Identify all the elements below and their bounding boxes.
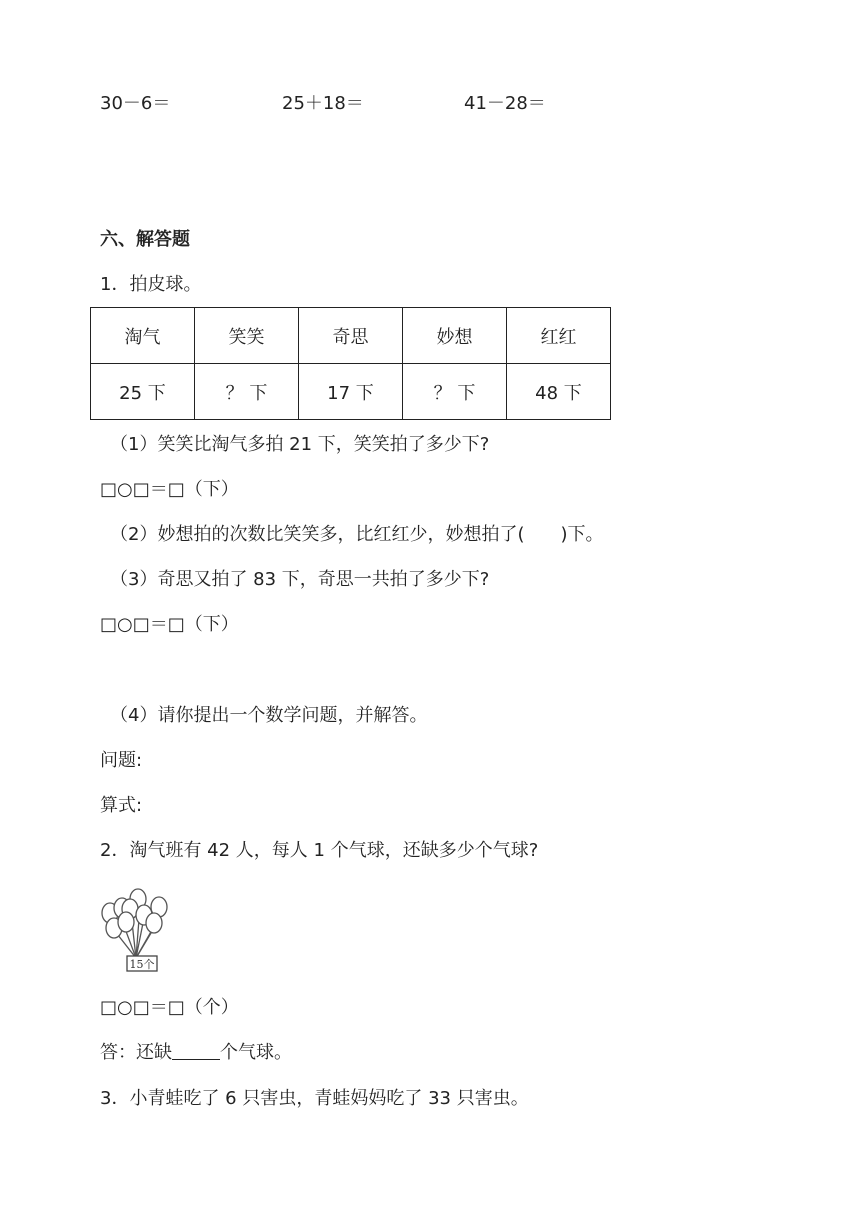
equation-1: 30－6＝ (100, 93, 171, 114)
question-2-title: 2．淘气班有 42 人，每人 1 个气球，还缺多少个气球? (100, 840, 539, 861)
table-cell: 48 下 (507, 364, 611, 420)
table-cell: 红红 (507, 308, 611, 364)
table-cell: ？ 下 (195, 364, 299, 420)
question-label: 问题: (100, 750, 143, 771)
table-header-row (91, 308, 611, 364)
balloons-image (100, 886, 172, 974)
formula-2: □○□＝□（下） (100, 614, 239, 635)
balloon-count-label: 15个 (129, 958, 155, 971)
table-values-row (91, 364, 611, 420)
table-cell: 奇思 (299, 308, 403, 364)
formula-3: □○□＝□（个） (100, 997, 239, 1018)
question-3-title: 3．小青蛙吃了 6 只害虫，青蛙妈妈吃了 33 只害虫。 (100, 1088, 529, 1109)
formula-label: 算式: (100, 795, 143, 816)
question-1-part-1: （1）笑笑比淘气多拍 21 下，笑笑拍了多少下? (110, 434, 490, 455)
section-title: 六、解答题 (100, 229, 190, 250)
bounce-ball-table (90, 307, 611, 420)
table-cell: 25 下 (91, 364, 195, 420)
answer-text: 答：还缺 (100, 1042, 172, 1063)
table-cell: 淘气 (91, 308, 195, 364)
part-2-text: （2）妙想拍的次数比笑笑多，比红红少，妙想拍了( (110, 524, 525, 545)
table-cell: 妙想 (403, 308, 507, 364)
question-1-part-3: （3）奇思又拍了 83 下，奇思一共拍了多少下? (110, 569, 490, 590)
question-1-part-4: （4）请你提出一个数学问题，并解答。 (110, 705, 428, 726)
answer-underline[interactable] (172, 1041, 220, 1060)
formula-1: □○□＝□（下） (100, 479, 239, 500)
answer-2 (100, 1041, 292, 1065)
equation-2: 25＋18＝ (282, 93, 364, 114)
table-cell: ？ 下 (403, 364, 507, 420)
answer-tail: 个气球。 (220, 1042, 292, 1063)
table-cell: 笑笑 (195, 308, 299, 364)
table-cell: 17 下 (299, 364, 403, 420)
part-2-tail: )下。 (560, 524, 604, 545)
question-1-title: 1．拍皮球。 (100, 274, 202, 295)
equation-3: 41－28＝ (464, 93, 546, 114)
question-1-part-2 (110, 523, 604, 547)
